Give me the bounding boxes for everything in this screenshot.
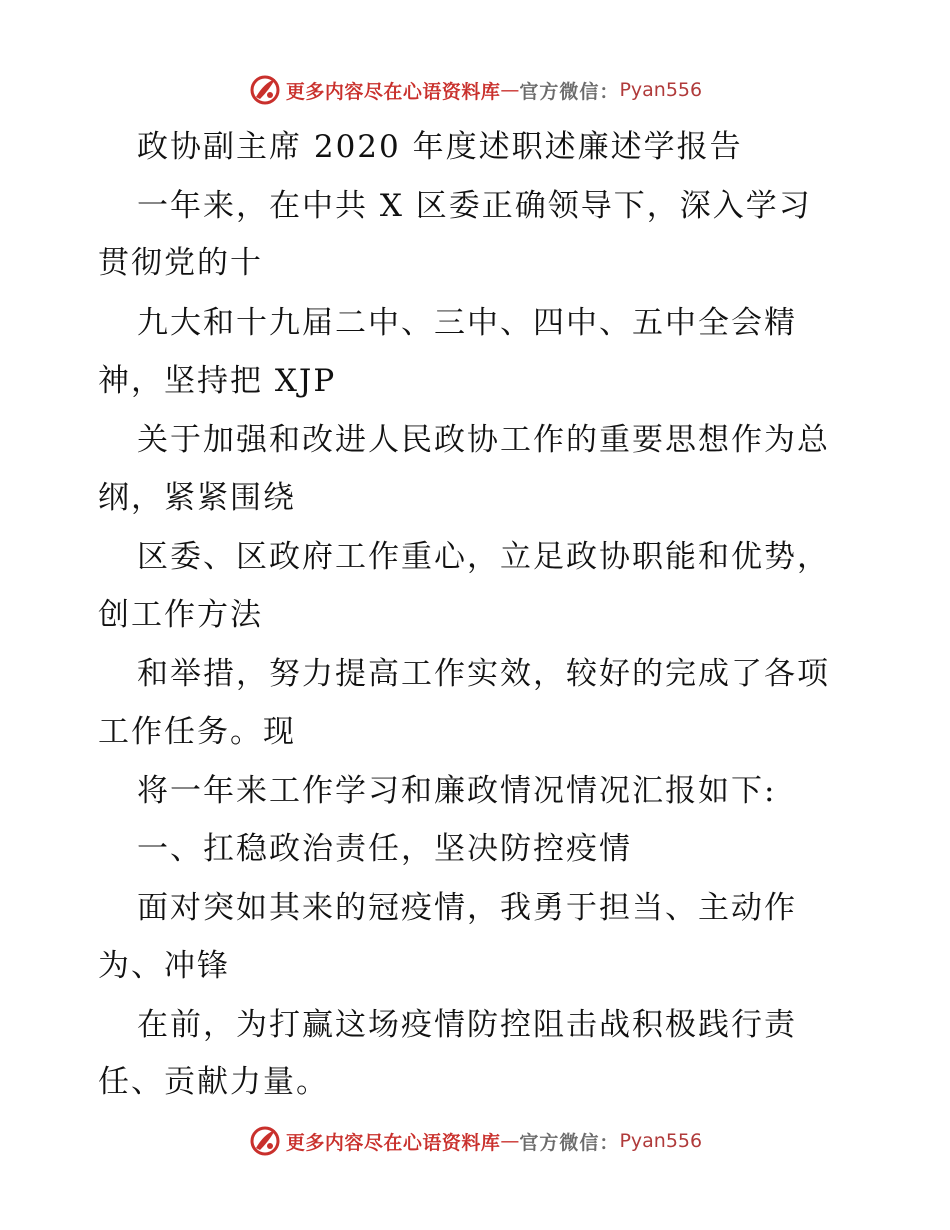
banner-official-label: 官方微信：	[519, 80, 620, 103]
banner-official-label: 官方微信：	[519, 1131, 620, 1154]
body-line: 一年来，在中共 X 区委正确领导下，深入学习	[137, 188, 812, 224]
footer-watermark-banner	[0, 1121, 950, 1161]
banner-site-text: 更多内容尽在心语资料库	[285, 80, 501, 103]
banner-wechat-id: Pyan556	[619, 79, 703, 101]
body-line: 关于加强和改进人民政协工作的重要思想作为总	[137, 422, 830, 458]
section-heading: 一、扛稳政治责任，坚决防控疫情	[137, 831, 632, 867]
banner-dash: —	[500, 1130, 520, 1152]
body-line: 和举措，努力提高工作实效，较好的完成了各项	[137, 656, 830, 692]
body-line: 为、冲锋	[98, 948, 230, 984]
document-title: 政协副主席 2020 年度述职述廉述学报告	[137, 129, 743, 165]
body-line: 任、贡献力量。	[98, 1064, 329, 1100]
body-line: 贯彻党的十	[98, 245, 263, 281]
banner-dash: —	[500, 79, 520, 101]
body-line: 面对突如其来的冠疫情，我勇于担当、主动作	[137, 890, 797, 926]
body-line: 创工作方法	[98, 597, 263, 633]
body-line: 在前，为打赢这场疫情防控阻击战积极践行责	[137, 1007, 797, 1043]
banner-wechat-id: Pyan556	[619, 1130, 703, 1152]
brand-logo-icon	[248, 1124, 282, 1158]
body-line: 工作任务。现	[98, 714, 296, 750]
body-line: 将一年来工作学习和廉政情况情况汇报如下:	[137, 773, 777, 809]
body-line: 区委、区政府工作重心，立足政协职能和优势，	[137, 539, 830, 575]
body-line: 神，坚持把 XJP	[98, 363, 337, 399]
body-line: 九大和十九届二中、三中、四中、五中全会精	[137, 305, 797, 341]
banner-site-text: 更多内容尽在心语资料库	[285, 1131, 501, 1154]
body-line: 纲，紧紧围绕	[98, 480, 296, 516]
